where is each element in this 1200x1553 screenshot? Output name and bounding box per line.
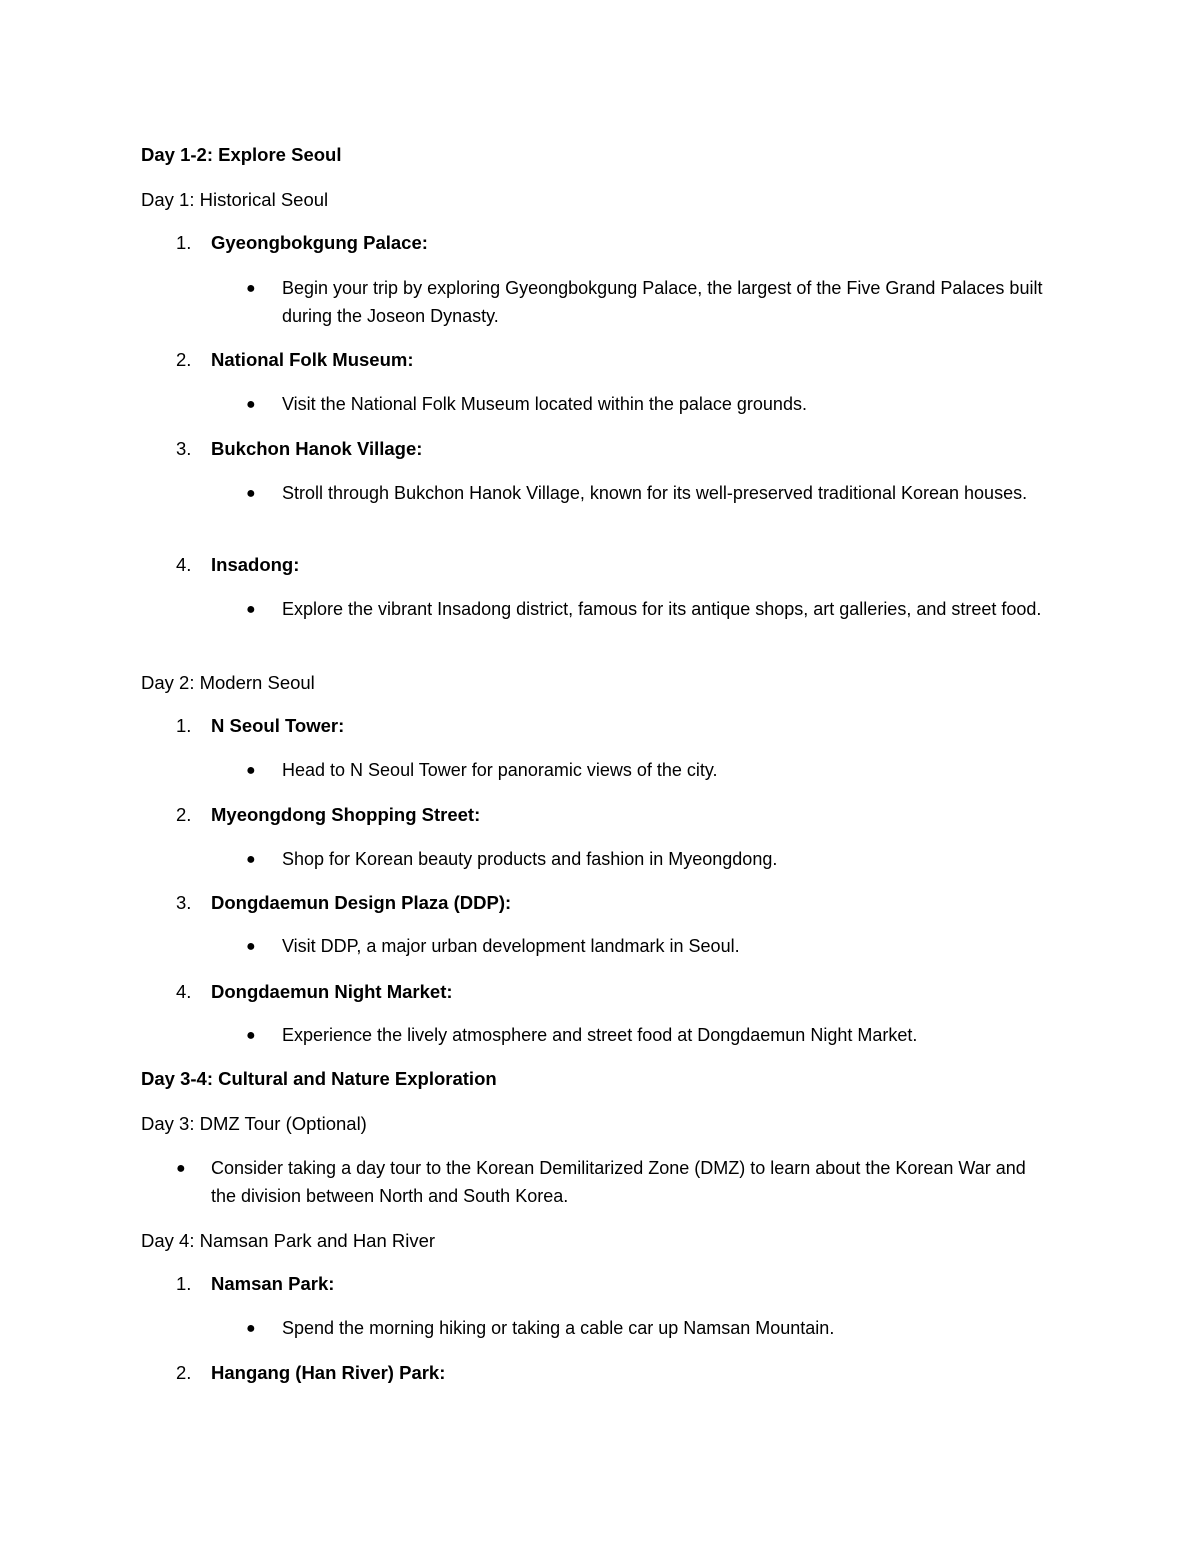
- item-number: 3.: [176, 892, 192, 913]
- day-heading: Day 3: DMZ Tour (Optional): [141, 1113, 367, 1134]
- item-number: 1.: [176, 715, 192, 736]
- day-heading: Day 4: Namsan Park and Han River: [141, 1230, 436, 1251]
- item-number: 2.: [176, 349, 192, 370]
- bullet-text: Visit the National Folk Museum located within the palace grounds.: [282, 394, 807, 414]
- item-title: Gyeongbokgung Palace:: [211, 232, 428, 253]
- bullet-icon: ●: [246, 938, 256, 955]
- item-number: 1.: [176, 1273, 192, 1294]
- bullet-text: Shop for Korean beauty products and fashion in Myeongdong.: [282, 849, 778, 869]
- item-title: Dongdaemun Design Plaza (DDP):: [211, 892, 512, 913]
- bullet-icon: ●: [246, 601, 256, 618]
- bullet-icon: ●: [246, 1320, 256, 1337]
- list-item: [176, 348, 414, 372]
- bullet-text: Begin your trip by exploring Gyeongbokgung Palace, the largest of the Five Grand Palaces built during the Joseon Dynasty.: [282, 278, 1043, 326]
- bullet-text: Experience the lively atmosphere and street food at Dongdaemun Night Market.: [282, 1025, 918, 1045]
- bullet-text: Head to N Seoul Tower for panoramic views of the city.: [282, 760, 718, 780]
- item-number: 2.: [176, 804, 192, 825]
- list-item: [176, 231, 428, 255]
- list-item: [176, 437, 422, 461]
- item-title: National Folk Museum:: [211, 349, 414, 370]
- bullet-icon: ●: [246, 1027, 256, 1044]
- bullet-icon: ●: [246, 762, 256, 779]
- item-title: Myeongdong Shopping Street:: [211, 804, 481, 825]
- item-number: 2.: [176, 1362, 192, 1383]
- section-heading: Day 3-4: Cultural and Nature Exploration: [141, 1068, 497, 1089]
- item-number: 1.: [176, 232, 192, 253]
- day-heading: Day 2: Modern Seoul: [141, 672, 315, 693]
- item-title: Bukchon Hanok Village:: [211, 438, 423, 459]
- item-title: Insadong:: [211, 554, 300, 575]
- bullet-icon: ●: [246, 280, 256, 297]
- bullet-icon: ●: [246, 485, 256, 502]
- item-title: Namsan Park:: [211, 1273, 335, 1294]
- list-item: [176, 891, 511, 915]
- bullet-text: Stroll through Bukchon Hanok Village, known for its well-preserved traditional Korean houses.: [282, 483, 1028, 503]
- day-heading: Day 1: Historical Seoul: [141, 189, 329, 210]
- list-item: [176, 980, 453, 1004]
- bullet-text: Visit DDP, a major urban development landmark in Seoul.: [282, 936, 740, 956]
- item-title: Hangang (Han River) Park:: [211, 1362, 446, 1383]
- item-number: 4.: [176, 554, 192, 575]
- item-number: 3.: [176, 438, 192, 459]
- section-heading: Day 1-2: Explore Seoul: [141, 144, 342, 165]
- bullet-icon: ●: [246, 396, 256, 413]
- bullet-icon: ●: [176, 1160, 186, 1177]
- list-item: [176, 1361, 445, 1385]
- bullet-text: Explore the vibrant Insadong district, famous for its antique shops, art galleries, and street food.: [282, 599, 1042, 619]
- bullet-text: Consider taking a day tour to the Korean Demilitarized Zone (DMZ) to learn about the Korean War and the division between North and South Korea.: [211, 1158, 1026, 1206]
- item-title: N Seoul Tower:: [211, 715, 345, 736]
- list-item: [176, 553, 299, 577]
- bullet-text: Spend the morning hiking or taking a cable car up Namsan Mountain.: [282, 1318, 835, 1338]
- list-item: [176, 803, 480, 827]
- list-item: [176, 1272, 334, 1296]
- bullet-icon: ●: [246, 851, 256, 868]
- item-title: Dongdaemun Night Market:: [211, 981, 453, 1002]
- list-item: [176, 714, 344, 738]
- item-number: 4.: [176, 981, 192, 1002]
